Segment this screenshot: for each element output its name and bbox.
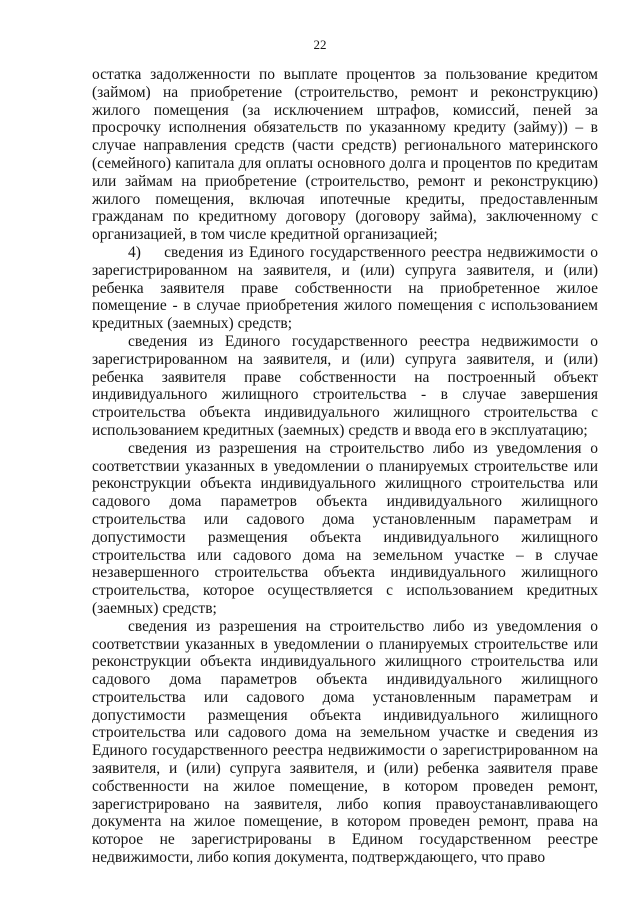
document-body <box>92 66 598 867</box>
paragraph-continuation: остатка задолженности по выплате процентов за пользование кредитом (займом) на приобретение (строительство, ремонт и реконструкцию) жилого помещения (за исключением штрафов, комиссий, пеней за просрочку исполнения обязательств по указанному кредиту (займу)) – в случае направления средств (части средств) регионального материнского (семейного) капитала для оплаты основного долга и процентов по кредитам или займам на приобретение (строительство, ремонт и реконструкцию) жилого помещения, включая ипотечные кредиты, предоставленным гражданам по кредитному договору (договору займа), заключенному с организацией, в том числе кредитной организацией; <box>92 66 598 244</box>
paragraph-renovation: сведения из разрешения на строительство либо из уведомления о соответствии указанных в уведомлении о планируемых строительстве или реконструкции объекта индивидуального жилищного строительства или садового дома параметров объекта индивидуального жилищного строительства или садового дома установленным параметрам и допустимости размещения объекта индивидуального жилищного строительства или садового дома на земельном участке и сведения из Единого государственного реестра недвижимости о зарегистрированном на заявителя, и (или) супруга заявителя, и (или) ребенка заявителя праве собственности на жилое помещение, в котором проведен ремонт, зарегистрировано на заявителя, либо копия правоустанавливающего документа на жилое помещение, в котором проведен ремонт, права на которое не зарегистрированы в Едином государственном реестре недвижимости, либо копия документа, подтверждающего, что право <box>92 617 598 867</box>
paragraph-individual-construction-completed: сведения из Единого государственного реестра недвижимости о зарегистрированном на заявителя, и (или) супруга заявителя, и (или) ребенка заявителя праве собственности на построенный объект индивидуального жилищного строительства - в случае завершения строительства объекта индивидуального жилищного строительства с использованием кредитных (заемных) средств и ввода его в эксплуатацию; <box>92 332 598 439</box>
paragraph-item-4: 4) сведения из Единого государственного реестра недвижимости о зарегистрированном на заявителя, и (или) супруга заявителя, и (или) ребенка заявителя праве собственности на приобретенное жилое помещение - в случае приобретения жилого помещения с использованием кредитных (заемных) средств; <box>92 243 598 333</box>
paragraph-unfinished-construction: сведения из разрешения на строительство либо из уведомления о соответствии указанных в уведомлении о планируемых строительстве или реконструкции объекта индивидуального жилищного строительства или садового дома параметров объекта индивидуального жилищного строительства или садового дома установленным параметрам и допустимости размещения объекта индивидуального жилищного строительства или садового дома на земельном участке – в случае незавершенного строительства объекта индивидуального жилищного строительства, которое осуществляется с использованием кредитных (заемных) средств; <box>92 439 598 617</box>
page-number: 22 <box>313 37 327 52</box>
